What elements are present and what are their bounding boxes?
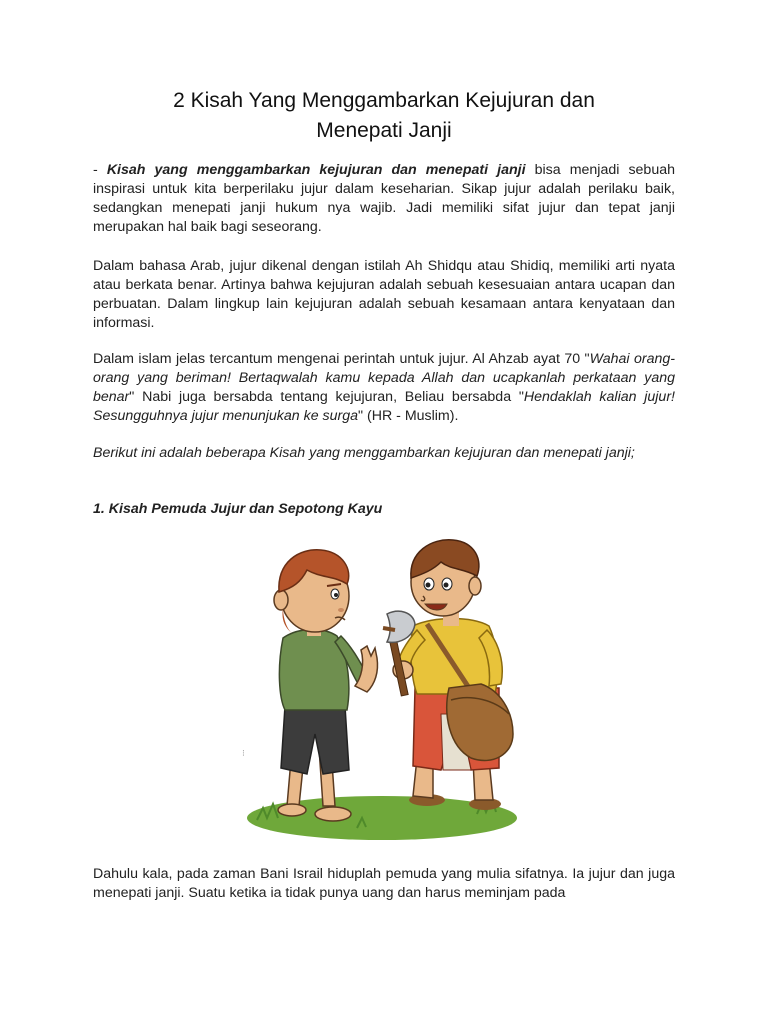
intro-emphasis: Kisah yang menggambarkan kejujuran dan menepati janji xyxy=(106,162,526,178)
intro-paragraph xyxy=(93,161,675,237)
story-paragraph: Dahulu kala, pada zaman Bani Israil hiduplah pemuda yang mulia sifatnya. Ia jujur dan juga menepati janji. Suatu ketika ia tidak punya uang dan harus meminjam pada xyxy=(93,866,675,901)
para3-text-a: Dalam islam jelas tercantum mengenai perintah untuk jujur. Al Ahzab ayat 70 " xyxy=(93,351,590,367)
page-title xyxy=(93,86,675,146)
left-boy-figure xyxy=(274,550,378,821)
right-boy-figure xyxy=(383,540,513,810)
para3-text-b: " Nabi juga bersabda tentang kejujuran, Beliau bersabda " xyxy=(129,389,524,405)
title-line-1: 2 Kisah Yang Menggambarkan Kejujuran dan xyxy=(173,89,595,112)
para3-text-c: " (HR - Muslim). xyxy=(358,408,459,424)
para3-quote-ahzab: Wahai orang-orang yang beriman! Bertaqwalah kamu kepada Allah dan ucapkanlah perkataan yang benar xyxy=(93,351,675,405)
story-subheading: 1. Kisah Pemuda Jujur dan Sepotong Kayu xyxy=(93,501,383,517)
paragraph-definition: Dalam bahasa Arab, jujur dikenal dengan istilah Ah Shidqu atau Shidiq, memiliki arti nyata atau berkata benar. Artinya bahwa kejujuran adalah sebuah kesesuaian antara ucapan dan perbuatan. Dalam lingkup lain kejujuran adalah sebuah kesamaan antara kenyataan dan informasi. xyxy=(93,258,675,331)
paragraph-islam xyxy=(93,350,675,426)
para3-quote-hadith: Hendaklah kalian jujur! Sesungguhnya jujur menunjukan ke surga xyxy=(93,389,675,424)
intro-text: bisa menjadi sebuah inspirasi untuk kita berperilaku jujur dalam keseharian. Sikap jujur adalah perilaku baik, sedangkan menepati janji hukum nya wajib. Jadi memiliki sifat jujur dan tepat janji merupakan hal baik bagi seseorang. xyxy=(93,162,675,235)
title-line-2: Menepati Janji xyxy=(316,119,452,142)
intro-dash: - xyxy=(93,162,107,178)
paragraph-intro-list: Berikut ini adalah beberapa Kisah yang menggambarkan kejujuran dan menepati janji; xyxy=(93,445,635,461)
image-marker: ⁝ xyxy=(242,748,245,758)
two-boys-cartoon-illustration xyxy=(237,538,527,848)
